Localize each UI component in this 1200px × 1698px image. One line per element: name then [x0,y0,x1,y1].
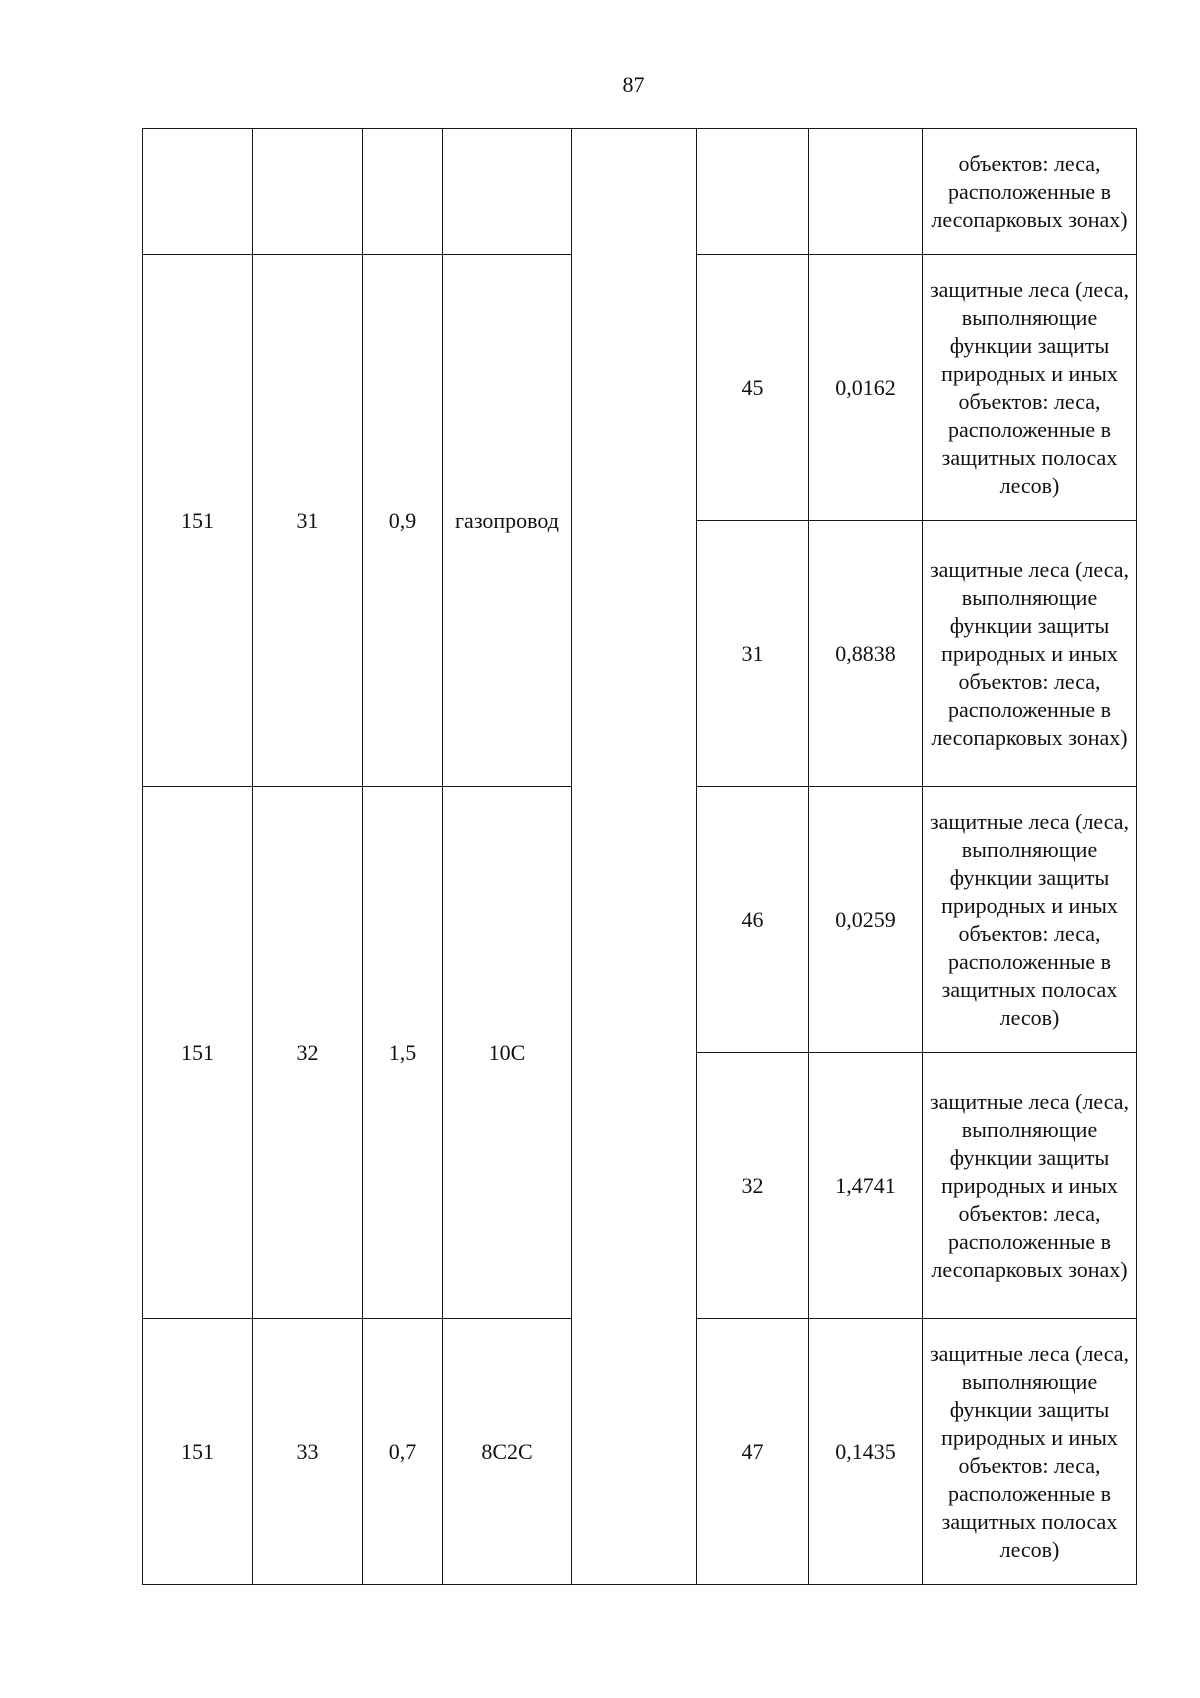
table-cell: 151 [143,1319,253,1585]
table-cell: 151 [143,787,253,1319]
table-row [697,1053,1137,1319]
table-row [697,521,1137,787]
table-cell [363,129,443,255]
table-cell: 31 [253,255,363,787]
table-cell-description: защитные леса (леса, выполняющие функции защиты природных и иных объектов: леса, расположенные в защитных полосах лесов) [923,255,1137,521]
table-row [697,1319,1137,1585]
table-cell: 46 [697,787,809,1053]
table-cell-description: защитные леса (леса, выполняющие функции защиты природных и иных объектов: леса, расположенные в лесопарковых зонах) [923,521,1137,787]
table-cell: 10С [443,787,572,1319]
table-cell: 45 [697,255,809,521]
table-cell: 0,7 [363,1319,443,1585]
left-table [142,128,697,1585]
table-cell: 33 [253,1319,363,1585]
page-number: 87 [622,72,645,97]
table-cell [697,129,809,255]
table-cell: 0,0162 [809,255,923,521]
table-cell-description: объектов: леса, расположенные в лесопарковых зонах) [923,129,1137,255]
table-cell [253,129,363,255]
table-row [143,129,697,255]
empty-merged-cell [572,129,697,1585]
table-cell: 151 [143,255,253,787]
table-cell: 1,4741 [809,1053,923,1319]
table-row [697,255,1137,521]
table-cell: 8С2С [443,1319,572,1585]
table-cell [809,129,923,255]
right-table [696,128,1137,1585]
table-cell: 0,1435 [809,1319,923,1585]
table-cell: 32 [253,787,363,1319]
table-row [697,787,1137,1053]
table-cell: газопровод [443,255,572,787]
table-cell: 1,5 [363,787,443,1319]
table-cell: 0,0259 [809,787,923,1053]
table-cell-description: защитные леса (леса, выполняющие функции защиты природных и иных объектов: леса, расположенные в лесопарковых зонах) [923,1053,1137,1319]
table-row [697,129,1137,255]
table-cell: 0,9 [363,255,443,787]
table-cell [443,129,572,255]
table-cell: 31 [697,521,809,787]
table-cell [143,129,253,255]
table-cell: 47 [697,1319,809,1585]
table-cell-description: защитные леса (леса, выполняющие функции защиты природных и иных объектов: леса, расположенные в защитных полосах лесов) [923,787,1137,1053]
table-cell-description: защитные леса (леса, выполняющие функции защиты природных и иных объектов: леса, расположенные в защитных полосах лесов) [923,1319,1137,1585]
table-cell: 32 [697,1053,809,1319]
table-cell: 0,8838 [809,521,923,787]
